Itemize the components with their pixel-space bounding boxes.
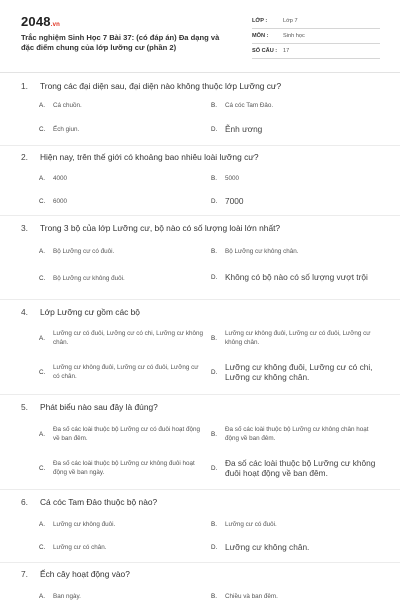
- question-4-option-c[interactable]: C. Lưỡng cư không đuôi, Lưỡng cư có đuôi, Lưỡng cư có chân.: [39, 364, 199, 380]
- question-3-option-d[interactable]: D. Không có bộ nào có số lượng vượt trội: [211, 271, 368, 282]
- question-3-option-c[interactable]: C. Bộ Lưỡng cư không đuôi.: [39, 274, 125, 282]
- meta-row-count: [252, 44, 380, 59]
- question-6-option-b[interactable]: B. Lưỡng cư có đuôi.: [211, 520, 277, 528]
- meta-row-class: [252, 14, 380, 29]
- question-2-option-a[interactable]: A. 4000: [39, 174, 68, 182]
- header-divider: [0, 72, 400, 73]
- question-1-option-c[interactable]: C. Ếch giun.: [39, 125, 80, 133]
- question-3-option-a[interactable]: A. Bộ Lưỡng cư có đuôi.: [39, 247, 115, 255]
- question-2-option-c[interactable]: C. 6000: [39, 197, 68, 205]
- page-title: Trắc nghiệm Sinh Học 7 Bài 37: (có đáp án) Đa dạng và đặc điểm chung của lớp lưỡng cư (phần 2): [21, 33, 220, 52]
- question-4-option-d[interactable]: D. Lưỡng cư không đuôi, Lưỡng cư có chi, Lưỡng cư không chân.: [211, 361, 373, 382]
- question-6-option-c[interactable]: C. Lưỡng cư có chân.: [39, 543, 107, 551]
- question-7-text: 7. Ếch cây hoạt động vào?: [21, 569, 130, 579]
- question-divider: [0, 562, 400, 563]
- question-1-text: 1. Trong các đại diện sau, đại diện nào không thuộc lớp Lưỡng cư?: [21, 81, 282, 91]
- question-5-text: 5. Phát biểu nào sau đây là đúng?: [21, 402, 158, 412]
- question-3-text: 3. Trong 3 bộ của lớp Lưỡng cư, bộ nào có số lượng loài lớn nhất?: [21, 223, 281, 233]
- question-divider: [0, 489, 400, 490]
- question-divider: [0, 145, 400, 146]
- quiz-meta: [252, 14, 380, 59]
- meta-value: 17: [283, 48, 290, 54]
- question-5-option-d[interactable]: D. Đa số các loài thuộc bộ Lưỡng cư không đuôi hoạt động về ban đêm.: [211, 457, 376, 478]
- question-1-option-a[interactable]: A. Cá chuồn.: [39, 101, 82, 109]
- question-5-option-b[interactable]: B. Đa số các loài thuộc bộ Lưỡng cư không chân hoạt động về ban đêm.: [211, 426, 369, 442]
- question-6-text: 6. Cá cóc Tam Đảo thuộc bộ nào?: [21, 497, 158, 507]
- question-divider: [0, 215, 400, 216]
- page-header: [0, 0, 400, 72]
- question-2-option-b[interactable]: B. 5000: [211, 174, 240, 182]
- question-5-option-c[interactable]: C. Đa số các loài thuộc bộ Lưỡng cư không đuôi hoạt động về ban ngày.: [39, 460, 195, 476]
- question-7-option-b[interactable]: B. Chiều và ban đêm.: [211, 592, 278, 600]
- question-divider: [0, 394, 400, 395]
- question-1-option-d[interactable]: D. Ễnh ương: [211, 123, 263, 134]
- logo-text: 2048: [21, 14, 51, 29]
- question-6-option-d[interactable]: D. Lưỡng cư không chân.: [211, 541, 310, 552]
- question-1-option-b[interactable]: B. Cá cóc Tam Đảo.: [211, 101, 274, 109]
- meta-value: Sinh học: [283, 33, 305, 39]
- question-6-option-a[interactable]: A. Lưỡng cư không đuôi.: [39, 520, 116, 528]
- question-2-text: 2. Hiện nay, trên thế giới có khoảng bao nhiêu loài lưỡng cư?: [21, 152, 259, 162]
- meta-label: MÔN :: [252, 33, 269, 39]
- meta-label: SỐ CÂU :: [252, 48, 278, 54]
- logo-suffix: .vn: [50, 22, 61, 28]
- question-2-option-d[interactable]: D. 7000: [211, 195, 244, 206]
- question-divider: [0, 299, 400, 300]
- question-4-option-b[interactable]: B. Lưỡng cư không đuôi, Lưỡng cư có đuôi, Lưỡng cư không chân.: [211, 330, 371, 346]
- meta-row-subject: [252, 29, 380, 44]
- meta-label: LỚP :: [252, 18, 268, 24]
- question-5-option-a[interactable]: A. Đa số các loài thuộc bộ Lưỡng cư có đuôi hoạt động về ban đêm.: [39, 426, 200, 442]
- question-7-option-a[interactable]: A. Ban ngày.: [39, 592, 81, 600]
- question-3-option-b[interactable]: B. Bộ Lưỡng cư không chân.: [211, 247, 299, 255]
- site-logo[interactable]: [21, 14, 60, 29]
- question-4-option-a[interactable]: A. Lưỡng cư có đuôi, Lưỡng cư có chi, Lưỡng cư không chân.: [39, 330, 204, 346]
- question-4-text: 4. Lớp Lưỡng cư gồm các bộ: [21, 307, 140, 317]
- meta-value: Lớp 7: [283, 18, 298, 24]
